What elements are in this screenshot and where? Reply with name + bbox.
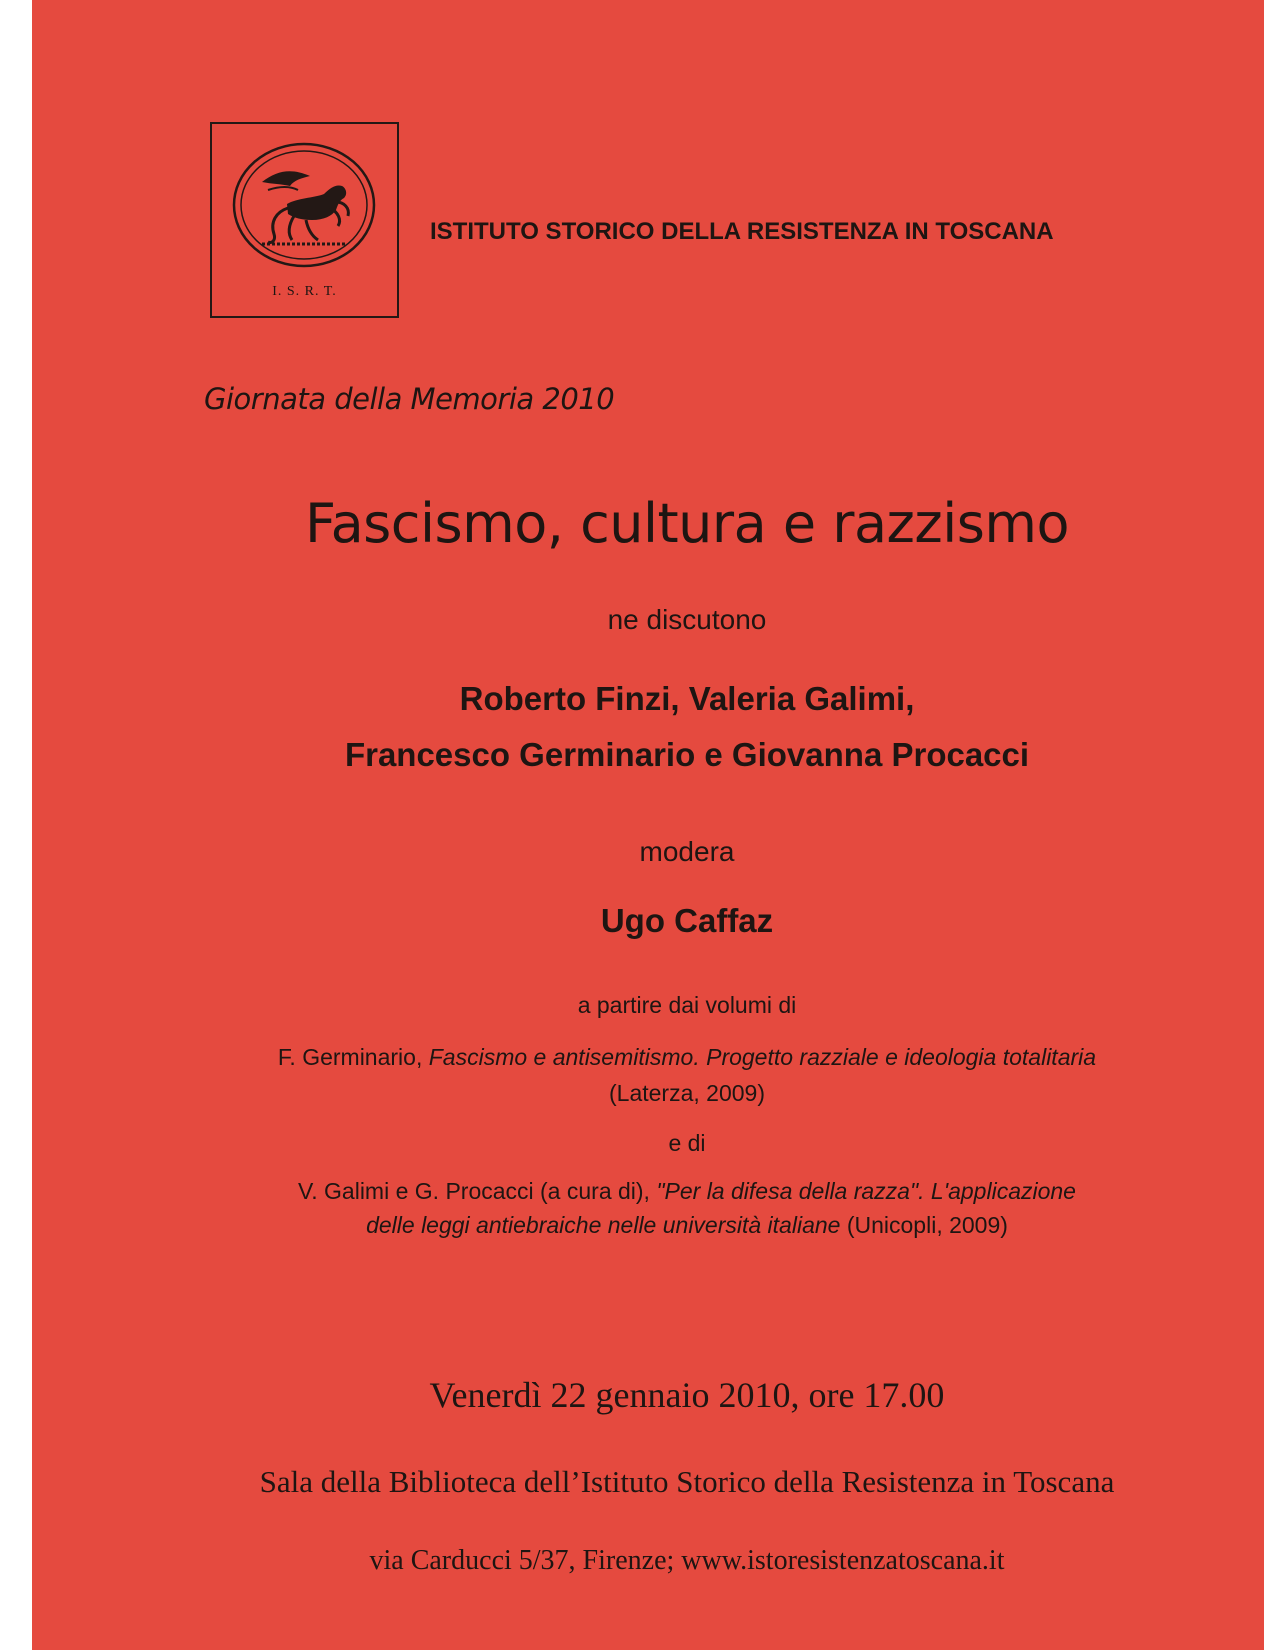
book-2-reference-line-1 (32, 1178, 1276, 1205)
event-date-time: Venerdì 22 gennaio 2010, ore 17.00 (429, 1375, 945, 1415)
discussants-intro: ne discutono (607, 604, 767, 635)
event-title: Fascismo, cultura e razzismo (304, 492, 1070, 555)
event-venue: Sala della Biblioteca dell’Istituto Storico della Resistenza in Toscana (259, 1464, 1115, 1499)
isrt-logo (210, 122, 399, 318)
event-address: via Carducci 5/37, Firenze; www.istoresistenzatoscana.it (369, 1545, 1005, 1576)
event-series: Giornata della Memoria 2010 (204, 382, 615, 416)
discussants-line-2: Francesco Germinario e Giovanna Procacci (344, 736, 1030, 773)
book-2-title-line-1: "Per la difesa della razza". L'applicazione (656, 1178, 1076, 1204)
flyer-page (32, 0, 1264, 1650)
moderator-intro: modera (639, 836, 735, 867)
institute-name: ISTITUTO STORICO DELLA RESISTENZA IN TOSCANA (430, 218, 1054, 245)
book-1-author: F. Germinario, (277, 1044, 429, 1070)
books-connector: e di (668, 1130, 706, 1156)
books-intro: a partire dai volumi di (577, 992, 797, 1018)
pegasus-seal-icon (232, 142, 377, 268)
discussants-line-1: Roberto Finzi, Valeria Galimi, (459, 680, 915, 717)
book-1-reference (32, 1044, 1276, 1071)
book-2-publisher: (Unicopli, 2009) (840, 1212, 1008, 1238)
moderator-name: Ugo Caffaz (600, 902, 774, 939)
book-1-publisher: (Laterza, 2009) (609, 1080, 765, 1106)
book-2-title-line-2: delle leggi antiebraiche nelle università italiane (366, 1212, 841, 1238)
book-2-author: V. Galimi e G. Procacci (a cura di), (298, 1178, 657, 1204)
book-1-title: Fascismo e antisemitismo. Progetto razziale e ideologia totalitaria (428, 1044, 1097, 1070)
logo-initials: I. S. R. T. (272, 284, 337, 299)
book-2-reference-line-2 (32, 1212, 1276, 1239)
